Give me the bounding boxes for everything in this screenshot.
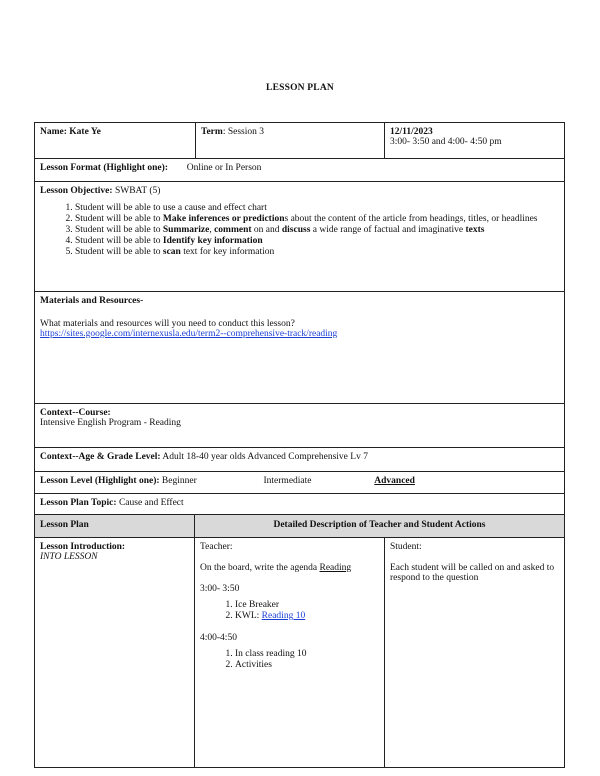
student-text: Each student will be called on and asked to respond to the question [390, 563, 555, 583]
context-age-label: Context--Age & Grade Level: [40, 452, 161, 462]
objective-row [35, 181, 564, 291]
teacher-label: Teacher: [200, 542, 233, 552]
level-intermediate: Intermediate [263, 476, 312, 486]
intro-label-cell [35, 538, 194, 767]
objective-item: 3. Student will be able to Summarize, comment on and discuss a wide range of factual and imaginative texts [75, 225, 559, 236]
agenda-link[interactable]: Reading [319, 563, 352, 573]
reading-10-link[interactable]: Reading 10 [261, 611, 306, 621]
slot2-item: 1. In class reading 10 [235, 649, 379, 660]
objective-item: 4. Student will be able to Identify key information [75, 236, 559, 247]
objective-label: Lesson Objective: [40, 186, 113, 196]
topic-row [35, 493, 564, 514]
time-value: 3:00- 3:50 and 4:00- 4:50 pm [390, 137, 502, 147]
term-cell [195, 123, 384, 158]
slot2-list [200, 649, 379, 671]
date-value: 12/11/2023 [390, 127, 433, 137]
intro-row [35, 537, 564, 767]
context-age-value: Adult 18-40 year olds Advanced Comprehensive Lv 7 [162, 452, 368, 462]
plan-header-row [35, 514, 564, 537]
format-label: Lesson Format (Highlight one): [40, 163, 168, 173]
objective-list [40, 203, 559, 258]
level-beginner: Beginner [161, 476, 197, 486]
date-cell [384, 123, 564, 158]
level-label: Lesson Level (Highlight one): [40, 476, 160, 486]
term-value: : Session 3 [222, 127, 264, 137]
student-cell [384, 538, 564, 767]
objective-item: 2. Student will be able to Make inferences or predictions about the content of the article from headings, titles, or headlines [75, 214, 559, 225]
slot2-item: 2. Activities [235, 660, 379, 671]
topic-value: Cause and Effect [118, 498, 184, 508]
name-cell [35, 123, 195, 158]
header-row [35, 123, 564, 158]
format-value: Online or In Person [186, 163, 262, 173]
slot2-time: 4:00-4:50 [200, 633, 237, 643]
agenda-line: On the board, write the agenda Reading [200, 563, 352, 573]
objective-item: 1. Student will be able to use a cause and effect chart [75, 203, 559, 214]
name-label: Name: [40, 127, 67, 137]
teacher-cell [194, 538, 384, 767]
intro-label: Lesson Introduction: [40, 542, 126, 552]
format-row [35, 158, 564, 181]
materials-link[interactable]: https://sites.google.com/internexusla.edu/term2--comprehensive-track/reading [40, 329, 338, 339]
context-course-label: Context--Course: [40, 408, 111, 418]
materials-label: Materials and Resources- [40, 296, 144, 306]
intro-sub: INTO LESSON [40, 552, 98, 562]
materials-question: What materials and resources will you need to conduct this lesson? [40, 319, 295, 329]
slot1-list [200, 600, 379, 622]
document-title: LESSON PLAN [266, 83, 334, 93]
context-age-row [35, 447, 564, 471]
objective-item: 5. Student will be able to scan text for key information [75, 247, 559, 258]
slot1-item: 2. KWL: Reading 10 [235, 611, 379, 622]
slot1-item: 1. Ice Breaker [235, 600, 379, 611]
plan-header-col1: Lesson Plan [40, 520, 89, 530]
context-course-row [35, 403, 564, 447]
level-row [35, 471, 564, 493]
objective-value: SWBAT (5) [114, 186, 161, 196]
level-advanced: Advanced [374, 476, 415, 486]
lesson-plan-table [34, 122, 565, 768]
student-label: Student: [390, 542, 422, 552]
term-label: Term [201, 127, 223, 137]
materials-row [35, 291, 564, 403]
plan-header-col2: Detailed Description of Teacher and Student Actions [194, 515, 564, 537]
slot1-time: 3:00- 3:50 [200, 584, 240, 594]
name-value: Kate Ye [69, 127, 101, 137]
context-course-value: Intensive English Program - Reading [40, 418, 181, 428]
topic-label: Lesson Plan Topic: [40, 498, 117, 508]
